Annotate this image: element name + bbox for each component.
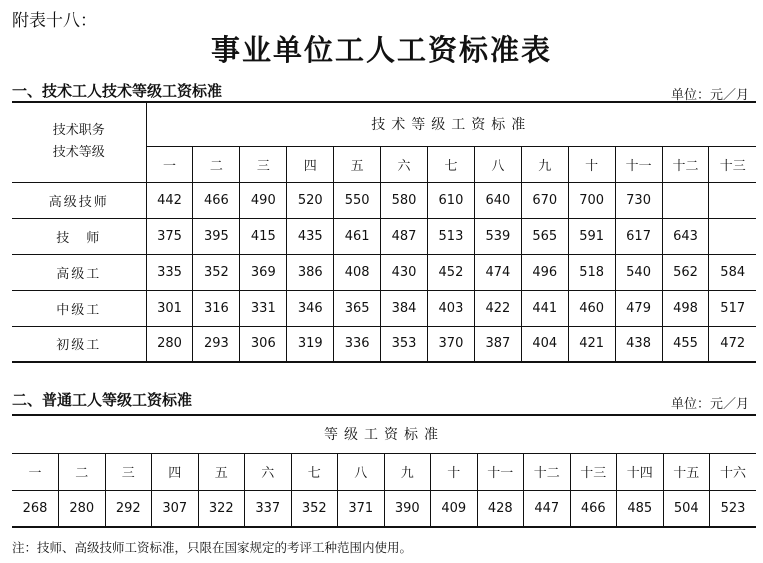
wage-cell: 307 xyxy=(152,490,199,527)
wage-cell: 292 xyxy=(105,490,152,527)
grade-header-cell: 九 xyxy=(384,453,431,490)
wage-cell: 584 xyxy=(709,254,756,290)
section2-heading: 二、普通工人等级工资标准 xyxy=(12,391,193,409)
grade-header-cell: 九 xyxy=(521,146,568,182)
wage-cell: 504 xyxy=(663,490,710,527)
grade-header-cell: 五 xyxy=(198,453,245,490)
grade-header-cell: 二 xyxy=(59,453,106,490)
wage-cell: 403 xyxy=(428,290,475,326)
wage-cell: 369 xyxy=(240,254,287,290)
value-row xyxy=(12,490,756,527)
wage-cell: 466 xyxy=(193,182,240,218)
grade-header-cell: 十一 xyxy=(615,146,662,182)
wage-cell: 617 xyxy=(615,218,662,254)
wage-cell: 643 xyxy=(662,218,709,254)
grade-header-cell: 十五 xyxy=(663,453,710,490)
wage-cell: 365 xyxy=(334,290,381,326)
wage-cell: 447 xyxy=(524,490,571,527)
row-label: 高级技师 xyxy=(12,182,146,218)
wage-cell: 539 xyxy=(474,218,521,254)
wage-cell: 422 xyxy=(474,290,521,326)
wage-cell xyxy=(662,182,709,218)
wage-cell: 523 xyxy=(710,490,757,527)
wage-cell: 346 xyxy=(287,290,334,326)
wage-cell: 316 xyxy=(193,290,240,326)
grade-header-cell: 八 xyxy=(338,453,385,490)
wage-cell: 386 xyxy=(287,254,334,290)
section2-unit: 单位：元／月 xyxy=(670,397,749,412)
wage-cell: 306 xyxy=(240,326,287,362)
general-wage-table xyxy=(12,414,756,528)
wage-cell: 430 xyxy=(381,254,428,290)
corner-line1: 技术职务 xyxy=(52,123,105,139)
section1-unit: 单位：元／月 xyxy=(670,88,749,103)
wage-cell: 479 xyxy=(615,290,662,326)
page-title: 事业单位工人工资标准表 xyxy=(210,33,552,67)
wage-cell: 441 xyxy=(521,290,568,326)
grade-header-cell: 十三 xyxy=(570,453,617,490)
wage-cell: 540 xyxy=(615,254,662,290)
grade-header-cell: 十 xyxy=(431,453,478,490)
wage-cell: 438 xyxy=(615,326,662,362)
grade-header-cell: 十三 xyxy=(709,146,756,182)
wage-cell: 409 xyxy=(431,490,478,527)
wage-cell: 455 xyxy=(662,326,709,362)
table-header-row xyxy=(12,102,756,146)
wage-cell: 520 xyxy=(287,182,334,218)
grade-header-cell: 三 xyxy=(240,146,287,182)
section1-heading: 一、技术工人技术等级工资标准 xyxy=(12,82,223,100)
corner-cell xyxy=(12,102,146,182)
wage-cell: 610 xyxy=(428,182,475,218)
wage-cell: 474 xyxy=(474,254,521,290)
grade-header-cell: 十六 xyxy=(710,453,757,490)
wage-cell: 331 xyxy=(240,290,287,326)
wage-cell: 371 xyxy=(338,490,385,527)
technical-wage-table xyxy=(12,101,756,363)
wage-cell: 319 xyxy=(287,326,334,362)
wage-cell: 580 xyxy=(381,182,428,218)
wage-cell: 404 xyxy=(521,326,568,362)
table-row xyxy=(12,326,756,362)
grade-header-cell: 十 xyxy=(568,146,615,182)
row-label: 初级工 xyxy=(12,326,146,362)
wage-cell: 415 xyxy=(240,218,287,254)
wage-cell: 640 xyxy=(474,182,521,218)
row-label: 高级工 xyxy=(12,254,146,290)
wage-cell: 280 xyxy=(146,326,193,362)
wage-cell: 337 xyxy=(245,490,292,527)
wage-cell: 268 xyxy=(12,490,59,527)
wage-cell: 562 xyxy=(662,254,709,290)
grade-header-cell: 五 xyxy=(334,146,381,182)
grade-header-cell: 七 xyxy=(428,146,475,182)
wage-cell: 435 xyxy=(287,218,334,254)
wage-cell: 670 xyxy=(521,182,568,218)
wage-cell: 487 xyxy=(381,218,428,254)
grade-header-cell: 十二 xyxy=(662,146,709,182)
wage-cell: 375 xyxy=(146,218,193,254)
wage-cell: 301 xyxy=(146,290,193,326)
wage-cell xyxy=(709,218,756,254)
table-row xyxy=(12,218,756,254)
wage-cell: 384 xyxy=(381,290,428,326)
footnote: 注：技师、高级技师工资标准，只限在国家规定的考评工种范围内使用。 xyxy=(12,540,413,555)
wage-cell: 428 xyxy=(477,490,524,527)
table-header-row xyxy=(12,415,756,453)
wage-cell: 591 xyxy=(568,218,615,254)
grade-header-cell: 七 xyxy=(291,453,338,490)
wage-cell xyxy=(709,182,756,218)
wage-cell: 461 xyxy=(334,218,381,254)
wage-cell: 518 xyxy=(568,254,615,290)
appendix-label: 附表十八： xyxy=(12,11,97,31)
corner-line2: 技术等级 xyxy=(52,145,105,161)
wage-cell: 498 xyxy=(662,290,709,326)
wage-cell: 496 xyxy=(521,254,568,290)
wage-cell: 421 xyxy=(568,326,615,362)
wage-cell: 490 xyxy=(240,182,287,218)
wage-cell: 336 xyxy=(334,326,381,362)
grade-header-cell: 六 xyxy=(245,453,292,490)
table-row xyxy=(12,182,756,218)
wage-cell: 408 xyxy=(334,254,381,290)
wage-cell: 513 xyxy=(428,218,475,254)
wage-cell: 293 xyxy=(193,326,240,362)
grade-header-cell: 一 xyxy=(146,146,193,182)
wage-cell: 730 xyxy=(615,182,662,218)
group-header: 等级工资标准 xyxy=(12,415,756,453)
wage-cell: 442 xyxy=(146,182,193,218)
table-row xyxy=(12,290,756,326)
wage-cell: 280 xyxy=(59,490,106,527)
grade-header-cell: 十一 xyxy=(477,453,524,490)
wage-cell: 353 xyxy=(381,326,428,362)
grade-header-cell: 一 xyxy=(12,453,59,490)
grade-header-cell: 四 xyxy=(152,453,199,490)
row-label: 中级工 xyxy=(12,290,146,326)
grade-header-cell: 三 xyxy=(105,453,152,490)
wage-cell: 485 xyxy=(617,490,664,527)
wage-cell: 335 xyxy=(146,254,193,290)
wage-cell: 700 xyxy=(568,182,615,218)
wage-cell: 352 xyxy=(291,490,338,527)
grade-header-row xyxy=(12,453,756,490)
wage-cell: 565 xyxy=(521,218,568,254)
wage-cell: 387 xyxy=(474,326,521,362)
wage-cell: 352 xyxy=(193,254,240,290)
wage-cell: 517 xyxy=(709,290,756,326)
grade-header-cell: 八 xyxy=(474,146,521,182)
grade-header-cell: 十二 xyxy=(524,453,571,490)
table-row xyxy=(12,254,756,290)
wage-cell: 466 xyxy=(570,490,617,527)
group-header: 技术等级工资标准 xyxy=(146,102,756,146)
grade-header-cell: 四 xyxy=(287,146,334,182)
grade-header-cell: 十四 xyxy=(617,453,664,490)
wage-cell: 390 xyxy=(384,490,431,527)
wage-cell: 550 xyxy=(334,182,381,218)
wage-cell: 472 xyxy=(709,326,756,362)
wage-cell: 452 xyxy=(428,254,475,290)
wage-cell: 322 xyxy=(198,490,245,527)
wage-cell: 395 xyxy=(193,218,240,254)
wage-cell: 460 xyxy=(568,290,615,326)
row-label: 技 师 xyxy=(12,218,146,254)
grade-header-cell: 二 xyxy=(193,146,240,182)
grade-header-cell: 六 xyxy=(381,146,428,182)
wage-cell: 370 xyxy=(428,326,475,362)
